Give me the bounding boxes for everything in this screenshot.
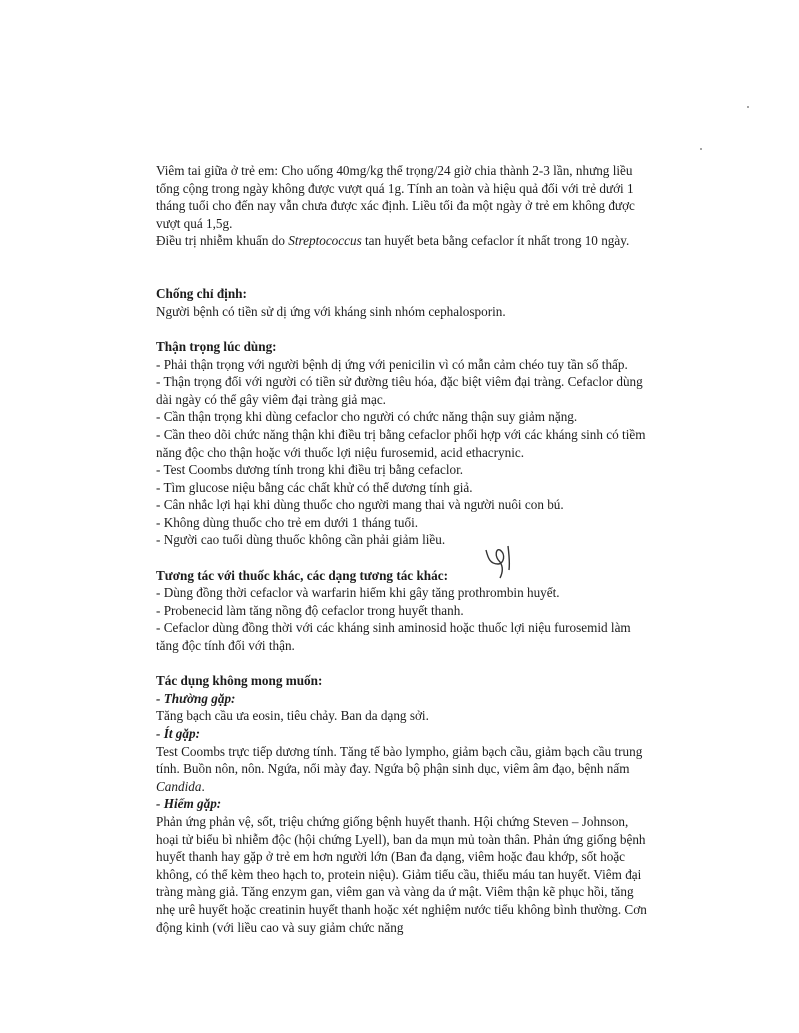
spacer <box>156 250 652 268</box>
side-effects-heading: Tác dụng không mong muốn: <box>156 673 323 689</box>
interactions-heading: Tương tác với thuốc khác, các dạng tương tác khác: <box>156 567 448 583</box>
side-effects-uncommon-text <box>156 743 652 796</box>
precaution-item: - Không dùng thuốc cho trẻ em dưới 1 tháng tuổi. <box>156 514 419 530</box>
side-effects-rare-text: Phản ứng phản vệ, sốt, triệu chứng giống bệnh huyết thanh. Hội chứng Steven – Johnson, hoại tử biểu bì nhiễm độc (hội chứng Lyell), ban da mụn mủ toàn thân. Phản ứng giống bệnh huyết thanh hay gặp ở trẻ em hơn người lớn (Ban đa dạng, viêm hoặc đau khớp, sốt hoặc không, có thể kèm theo hạch to, protein niệu). Giảm tiểu cầu, thiếu máu tan huyết. Viêm đại tràng màng giả. Tăng enzym gan, viêm gan và vàng da ứ mật. Viêm thận kẽ phục hồi, tăng nhẹ urê huyết hoặc creatinin huyết thanh hoặc xét nghiệm nước tiểu không bình thường. Cơn động kinh (với liều cao và suy giảm chức năng <box>156 813 647 935</box>
intro-p2-italic: Streptococcus <box>288 233 362 249</box>
handwritten-check-mark <box>478 540 522 580</box>
intro-p2-text: Điều trị nhiễm khuẩn do <box>156 233 289 249</box>
intro-paragraph-streptococcus <box>156 232 652 250</box>
spacer <box>156 655 652 673</box>
interaction-item: - Probenecid làm tăng nồng độ cefaclor trong huyết thanh. <box>156 602 464 618</box>
precaution-item: - Phải thận trọng với người bệnh dị ứng với penicilin vì có mẫn cảm chéo tuy tần số thấp. <box>156 356 628 372</box>
precaution-item: - Cần thận trọng khi dùng cefaclor cho người có chức năng thận suy giảm nặng. <box>156 409 578 425</box>
precaution-item: - Cần theo dõi chức năng thận khi điều trị bằng cefaclor phối hợp với các kháng sinh có tiềm năng độc cho thận hoặc với thuốc lợi niệu furosemid, acid ethacrynic. <box>156 426 646 460</box>
contraindications-text: Người bệnh có tiền sử dị ứng với kháng sinh nhóm cephalosporin. <box>156 303 506 319</box>
side-effects-common-text: Tăng bạch cầu ưa eosin, tiêu chảy. Ban da dạng sởi. <box>156 708 429 724</box>
scan-speck <box>700 148 702 150</box>
precaution-item: - Cân nhắc lợi hại khi dùng thuốc cho người mang thai và người nuôi con bú. <box>156 497 564 513</box>
spacer <box>156 320 652 338</box>
contraindications-heading: Chống chỉ định: <box>156 286 247 302</box>
side-effects-common-label: - Thường gặp: <box>156 690 236 706</box>
precautions-heading: Thận trọng lúc dùng: <box>156 338 277 354</box>
precaution-item: - Test Coombs dương tính trong khi điều trị bằng cefaclor. <box>156 462 464 478</box>
precaution-item: - Tìm glucose niệu bằng các chất khử có thể dương tính giả. <box>156 479 473 495</box>
document-body <box>156 162 652 936</box>
scan-speck <box>747 106 749 108</box>
uncommon-text: Test Coombs trực tiếp dương tính. Tăng tế bào lympho, giảm bạch cầu, giảm bạch cầu trung tính. Buồn nôn, nôn. Ngứa, nổi mày đay. Ngứa bộ phận sinh dục, viêm âm đạo, bệnh nấm <box>156 743 643 777</box>
side-effects-uncommon-label: - Ít gặp: <box>156 726 200 741</box>
intro-p2-text-end: tan huyết beta bằng cefaclor ít nhất trong 10 ngày. <box>361 233 630 249</box>
precaution-item: - Người cao tuổi dùng thuốc không cần phải giảm liều. <box>156 532 446 548</box>
intro-paragraph-otitis: Viêm tai giữa ở trẻ em: Cho uống 40mg/kg thể trọng/24 giờ chia thành 2-3 lần, nhưng liều tổng cộng trong ngày không được vượt quá 1g. Tính an toàn và hiệu quả đối với trẻ dưới 1 tháng tuổi cho đến nay vẫn chưa được xác định. Liều tối đa một ngày ở trẻ em không được vượt quá 1,5g. <box>156 163 635 231</box>
interaction-item: - Cefaclor dùng đồng thời với các kháng sinh aminosid hoặc thuốc lợi niệu furosemid làm tăng độc tính đối với thận. <box>156 620 631 654</box>
uncommon-italic: Candida <box>156 778 202 794</box>
side-effects-rare-label: - Hiếm gặp: <box>156 796 222 812</box>
uncommon-text-end: . <box>201 778 205 794</box>
spacer <box>156 549 652 567</box>
spacer <box>156 268 652 286</box>
interaction-item: - Dùng đồng thời cefaclor và warfarin hiếm khi gây tăng prothrombin huyết. <box>156 585 560 601</box>
precaution-item: - Thận trọng đối với người có tiền sử đường tiêu hóa, đặc biệt viêm đại tràng. Cefaclor dùng dài ngày có thể gây viêm đại tràng giả mạc. <box>156 374 643 407</box>
